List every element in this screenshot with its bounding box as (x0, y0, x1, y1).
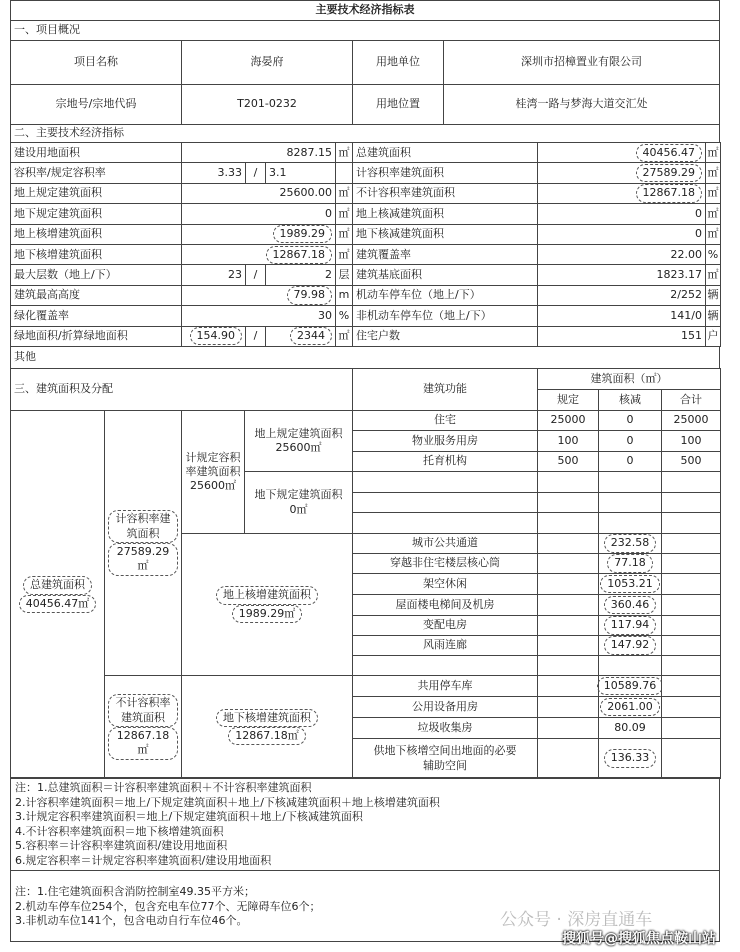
empty-cell (537, 655, 599, 676)
deducted-value-text: 10589.76 (597, 677, 664, 695)
indicator-value-a (181, 162, 246, 183)
function-name-text: 托育机构 (423, 454, 467, 468)
indicator-unit (705, 183, 721, 204)
land-location-label: 用地位置 (352, 84, 444, 125)
total-value (661, 492, 721, 513)
indicator-unit-text: % (338, 308, 350, 322)
indicator-label (10, 183, 182, 204)
function-name (352, 553, 538, 574)
regulated-far-cell-value: 25600㎡ (190, 479, 236, 493)
regulated-value (537, 451, 599, 472)
empty-cell (537, 696, 599, 718)
empty-cell (537, 553, 599, 574)
indicator-value-text: 2/252 (670, 288, 702, 302)
section-2-header: 二、主要技术经济指标 (10, 124, 720, 143)
total-area-cell (10, 410, 105, 779)
indicator-label (10, 285, 182, 306)
indicator-label-text: 建筑覆盖率 (356, 247, 411, 261)
indicator-label (352, 183, 538, 204)
function-name-text: 风雨连廊 (423, 638, 467, 652)
indicator-unit-text: ㎡ (707, 165, 719, 179)
indicator-value-b-text: 2344 (290, 327, 332, 345)
indicator-separator-text: / (253, 165, 258, 179)
total-value-text: 500 (680, 454, 702, 468)
indicator-unit-text: ㎡ (338, 227, 350, 241)
indicator-label (10, 326, 182, 347)
col-regulated-text: 规定 (557, 392, 579, 406)
function-name (352, 635, 538, 656)
area-header (537, 368, 721, 390)
function-header (352, 368, 538, 411)
indicator-value-a (181, 326, 246, 347)
regulated-value (537, 492, 599, 513)
indicator-value (537, 326, 706, 347)
above-increase-cell (181, 533, 353, 676)
indicator-unit (705, 305, 721, 326)
regulated-value-text: 25000 (550, 413, 586, 427)
indicator-label (352, 305, 538, 326)
note-line: 注：1.住宅建筑面积含消防控制室49.35平方米； (15, 885, 255, 898)
indicator-unit-text: 层 (338, 267, 350, 281)
watermark-wechat: 公众号 · 深房直通车 (500, 910, 653, 930)
function-name (352, 410, 538, 431)
function-name-text: 屋面楼电梯间及机房 (395, 597, 495, 611)
deducted-value-text: 0 (626, 433, 634, 447)
deducted-value (598, 451, 662, 472)
indicator-value (181, 285, 336, 306)
note-line: 2.计容积率建筑面积＝地上/下规定建筑面积＋地上/下核减建筑面积＋地上核增建筑面积 (15, 795, 440, 809)
indicator-unit-text: ㎡ (707, 186, 719, 200)
deducted-value (598, 594, 662, 616)
indicator-label (352, 162, 538, 183)
indicator-unit (705, 326, 721, 347)
deducted-value (598, 573, 662, 595)
indicator-unit-text: ㎡ (338, 186, 350, 200)
total-value (661, 512, 721, 534)
indicator-label (352, 224, 538, 245)
indicator-unit (335, 264, 353, 285)
function-name-text: 垃圾收集房 (417, 720, 473, 734)
indicator-unit-text: 辆 (707, 288, 719, 302)
indicator-value-text: 22.00 (670, 247, 702, 261)
indicator-label-text: 绿化覆盖率 (14, 308, 69, 322)
indicator-label-text: 建筑最高高度 (14, 288, 80, 302)
indicator-unit-text: 户 (707, 329, 719, 343)
indicator-label-text: 地上核减建筑面积 (356, 206, 444, 220)
indicator-value-text: 40456.47 (636, 144, 703, 162)
deducted-value (598, 410, 662, 431)
indicator-label-text: 地下核增建筑面积 (14, 247, 102, 261)
indicator-value (537, 264, 706, 285)
indicator-unit (335, 285, 353, 306)
indicator-label-text: 非机动车停车位（地上/下） (356, 308, 492, 322)
indicator-separator-text: / (253, 267, 258, 281)
function-name-text: 穿越非住宅楼层核心筒 (390, 556, 500, 570)
below-increase-cell-value: 12867.18㎡ (228, 727, 306, 745)
indicator-unit-text: ㎡ (338, 206, 350, 220)
col-total-text: 合计 (680, 392, 702, 406)
indicator-value (181, 203, 336, 224)
indicator-value-text: 0 (695, 227, 702, 241)
deducted-value (598, 675, 662, 697)
indicator-unit-text: ㎡ (707, 145, 719, 159)
indicator-value (537, 224, 706, 245)
indicator-value-b (265, 162, 336, 183)
indicator-value-b (265, 326, 336, 347)
deducted-value-text: 2061.00 (600, 698, 660, 716)
section-3-header (10, 368, 353, 411)
below-increase-cell (181, 675, 353, 779)
deducted-value (598, 430, 662, 452)
regulated-far-cell-label: 计规定容积率建筑面积 (185, 450, 241, 478)
indicator-label (10, 142, 182, 163)
deducted-value (598, 696, 662, 718)
total-value (661, 471, 721, 493)
indicator-value-text: 1823.17 (656, 267, 702, 281)
function-name (352, 451, 538, 472)
indicator-unit-text: ㎡ (707, 206, 719, 220)
empty-cell (661, 655, 721, 676)
deducted-value-text: 80.09 (614, 720, 646, 734)
indicator-unit-text: m (338, 288, 350, 302)
deducted-value (598, 471, 662, 493)
empty-cell (661, 675, 721, 697)
indicator-unit (335, 224, 353, 245)
empty-cell (661, 738, 721, 779)
function-name (352, 471, 538, 493)
deducted-value (598, 553, 662, 574)
note-line: 2.机动车停车位254个，包含充电车位77个、无障碍车位6个； (15, 899, 321, 913)
indicator-label-text: 建设用地面积 (14, 145, 80, 159)
indicator-unit (705, 142, 721, 163)
function-name-text: 物业服务用房 (412, 433, 478, 447)
regulated-value-text: 500 (557, 454, 579, 468)
indicator-unit (335, 203, 353, 224)
indicator-label-text: 建筑基底面积 (356, 267, 422, 281)
area-header-text: 建筑面积（㎡） (590, 371, 668, 385)
empty-cell (537, 573, 599, 595)
indicator-separator-text: / (253, 329, 258, 343)
total-value (661, 451, 721, 472)
function-name (352, 696, 538, 718)
below-regulated-cell-value: 0㎡ (289, 502, 308, 516)
project-name-label: 项目名称 (10, 40, 182, 85)
note-line: 3.非机动车位141个，包含电动自行车位46个。 (15, 914, 248, 928)
deducted-value-text: 77.18 (607, 554, 653, 572)
function-name (352, 655, 538, 676)
deducted-value (598, 655, 662, 676)
col-deducted-text: 核减 (619, 392, 641, 406)
table-title: 主要技术经济指标表 (10, 0, 720, 21)
indicator-label (10, 203, 182, 224)
empty-cell (537, 594, 599, 616)
function-name (352, 430, 538, 452)
function-name-text: 城市公共通道 (412, 536, 478, 550)
empty-cell (661, 594, 721, 616)
function-name-text: 共用停车库 (417, 678, 473, 692)
empty-cell (661, 573, 721, 595)
below-regulated-cell (244, 471, 353, 534)
note-line: 5.容积率＝计容积率建筑面积/建设用地面积 (15, 839, 228, 853)
deducted-value (598, 635, 662, 656)
indicator-value-a (181, 264, 246, 285)
indicator-value (537, 285, 706, 306)
deducted-value (598, 533, 662, 554)
above-increase-cell-label: 地上核增建筑面积 (216, 586, 318, 604)
deducted-value (598, 615, 662, 636)
regulated-value-text: 100 (557, 433, 579, 447)
indicator-value-text: 8287.15 (286, 145, 332, 159)
indicator-value-text: 1989.29 (273, 225, 333, 243)
indicator-value (537, 183, 706, 204)
indicator-separator (245, 162, 266, 183)
deducted-value-text: 0 (626, 413, 634, 427)
empty-cell (537, 738, 599, 779)
indicator-label (352, 142, 538, 163)
indicator-unit (705, 162, 721, 183)
function-name (352, 675, 538, 697)
indicator-label-text: 地下规定建筑面积 (14, 206, 102, 220)
empty-cell (661, 533, 721, 554)
regulated-value (537, 410, 599, 431)
indicator-value-text: 0 (325, 206, 332, 220)
indicator-label-text: 绿地面积/折算绿地面积 (14, 329, 128, 343)
indicator-unit-text: % (707, 247, 719, 261)
function-name (352, 615, 538, 636)
function-name (352, 492, 538, 513)
note-line: 6.规定容积率＝计规定容积率建筑面积/建设用地面积 (15, 853, 272, 867)
indicator-unit (335, 244, 353, 265)
empty-cell (537, 615, 599, 636)
indicator-value-text: 12867.18 (636, 184, 703, 202)
indicator-separator (245, 264, 266, 285)
indicator-value-text: 27589.29 (636, 164, 703, 182)
total-area-cell-label: 总建筑面积 (23, 576, 92, 594)
function-name (352, 738, 538, 779)
far-area-cell-label: 计容积率建筑面积 (108, 510, 178, 543)
land-unit-label: 用地单位 (352, 40, 444, 85)
deducted-value-text: 232.58 (604, 534, 657, 552)
project-name: 海晏府 (181, 40, 353, 85)
indicator-unit (335, 142, 353, 163)
indicator-value-text: 79.98 (287, 286, 333, 304)
deducted-value (598, 492, 662, 513)
indicator-unit-text: ㎡ (338, 247, 350, 261)
regulated-value (537, 512, 599, 534)
empty-cell (661, 696, 721, 718)
deducted-value-text: 117.94 (604, 616, 657, 634)
indicator-unit (705, 224, 721, 245)
watermark-sohu: 搜狐号@搜狐焦点鞍山站 (562, 931, 716, 947)
function-name-text: 架空休闲 (423, 576, 467, 590)
indicator-unit (335, 183, 353, 204)
indicator-value-text: 30 (318, 308, 332, 322)
indicator-label-text: 地下核减建筑面积 (356, 227, 444, 241)
col-deducted (598, 389, 662, 411)
indicator-label-text: 最大层数（地上/下） (14, 267, 117, 281)
indicator-label-text: 总建筑面积 (356, 145, 411, 159)
indicator-label (352, 244, 538, 265)
indicator-label (10, 264, 182, 285)
deducted-value-text: 1053.21 (600, 575, 660, 593)
non-far-area-cell (104, 675, 182, 779)
function-name (352, 573, 538, 595)
non-far-area-cell-label: 不计容积率建筑面积 (108, 694, 178, 727)
below-increase-cell-label: 地下核增建筑面积 (216, 709, 318, 727)
indicator-value-text: 141/0 (670, 308, 702, 322)
above-regulated-cell-label: 地上规定建筑面积 (254, 426, 343, 440)
deducted-value-text: 147.92 (604, 636, 657, 654)
empty-cell (537, 533, 599, 554)
col-regulated (537, 389, 599, 411)
note-line: 4.不计容积率建筑面积＝地下核增建筑面积 (15, 824, 224, 838)
indicator-value-b (265, 264, 336, 285)
indicator-unit-text: ㎡ (707, 227, 719, 241)
empty-cell (537, 635, 599, 656)
indicator-value-b-text: 2 (325, 267, 332, 281)
function-header-text: 建筑功能 (423, 382, 467, 396)
deducted-value-text: 136.33 (604, 749, 657, 767)
col-total (661, 389, 721, 411)
indicator-label (352, 326, 538, 347)
other-row: 其他 (10, 346, 720, 369)
empty-cell (661, 615, 721, 636)
indicator-label (10, 162, 182, 183)
below-regulated-cell-label: 地下规定建筑面积 (254, 488, 343, 502)
empty-cell (661, 635, 721, 656)
land-code: T201-0232 (181, 84, 353, 125)
indicator-value (181, 142, 336, 163)
total-value-text: 25000 (673, 413, 709, 427)
indicator-value (537, 142, 706, 163)
deducted-value (598, 717, 662, 739)
indicator-unit (705, 244, 721, 265)
far-area-cell-value: 27589.29㎡ (108, 543, 178, 576)
indicator-value-a-text: 154.90 (190, 327, 243, 345)
indicator-unit (705, 203, 721, 224)
indicator-separator (245, 326, 266, 347)
function-name (352, 594, 538, 616)
indicator-label (352, 285, 538, 306)
deducted-value (598, 512, 662, 534)
indicator-label (10, 224, 182, 245)
function-name (352, 717, 538, 739)
indicator-label-text: 不计容积率建筑面积 (356, 186, 455, 200)
above-regulated-cell-value: 25600㎡ (275, 441, 322, 454)
section-1-header: 一、项目概况 (10, 20, 720, 41)
empty-cell (661, 553, 721, 574)
land-location: 桂湾一路与梦海大道交汇处 (443, 84, 720, 125)
indicator-label-text: 地上规定建筑面积 (14, 186, 102, 200)
land-unit: 深圳市招樟置业有限公司 (443, 40, 720, 85)
indicator-label (352, 203, 538, 224)
indicator-label (10, 305, 182, 326)
indicator-unit-text: ㎡ (338, 329, 350, 343)
notes-formulas (10, 777, 720, 871)
indicator-value (537, 203, 706, 224)
empty-cell (537, 675, 599, 697)
indicator-label-text: 机动车停车位（地上/下） (356, 288, 481, 302)
indicator-value (181, 224, 336, 245)
indicator-unit (705, 264, 721, 285)
indicator-label (352, 264, 538, 285)
function-name (352, 533, 538, 554)
section-3-header-text: 三、建筑面积及分配 (14, 382, 113, 396)
note-line: 3.计规定容积率建筑面积＝地上/下规定建筑面积＋地上/下核减建筑面积 (15, 810, 363, 824)
indicator-value-text: 25600.00 (279, 186, 332, 200)
indicator-value-text: 0 (695, 206, 702, 220)
deducted-value-text: 360.46 (604, 596, 657, 614)
indicator-label-text: 地上核增建筑面积 (14, 227, 102, 241)
indicator-value-text: 151 (681, 329, 702, 343)
indicator-value (181, 183, 336, 204)
indicator-value-a-text: 23 (228, 267, 242, 281)
indicator-unit (705, 285, 721, 306)
indicator-value (181, 244, 336, 265)
indicator-label (10, 244, 182, 265)
indicator-unit-text: ㎡ (707, 267, 719, 281)
indicator-label-text: 容积率/规定容积率 (14, 165, 106, 179)
indicator-unit (335, 326, 353, 347)
indicator-value-a-text: 3.33 (217, 165, 242, 179)
deducted-value-text: 0 (626, 454, 634, 468)
indicator-value (537, 244, 706, 265)
regulated-value (537, 471, 599, 493)
indicator-unit (335, 162, 353, 183)
far-area-cell (104, 410, 182, 676)
regulated-far-cell (181, 410, 245, 534)
total-value (661, 430, 721, 452)
non-far-area-cell-value: 12867.18㎡ (108, 727, 178, 760)
function-name (352, 512, 538, 534)
empty-cell (661, 717, 721, 739)
indicator-unit (335, 305, 353, 326)
function-name-text: 变配电房 (423, 618, 467, 632)
indicator-unit-text: 辆 (707, 308, 719, 322)
indicator-unit-text: ㎡ (338, 145, 350, 159)
indicator-value (181, 305, 336, 326)
total-value-text: 100 (680, 433, 702, 447)
indicator-value (537, 162, 706, 183)
function-name-text: 住宅 (434, 413, 456, 427)
indicator-label-text: 计容积率建筑面积 (356, 165, 444, 179)
total-area-cell-value: 40456.47㎡ (19, 595, 97, 613)
note-line: 注：1.总建筑面积＝计容积率建筑面积＋不计容积率建筑面积 (15, 781, 312, 794)
deducted-value (598, 738, 662, 779)
empty-cell (537, 717, 599, 739)
above-increase-cell-value: 1989.29㎡ (232, 605, 303, 623)
regulated-value (537, 430, 599, 452)
function-name-text: 公用设备用房 (412, 699, 478, 713)
land-code-label: 宗地号/宗地代码 (10, 84, 182, 125)
total-value (661, 410, 721, 431)
indicator-value (537, 305, 706, 326)
indicator-label-text: 住宅户数 (356, 329, 400, 343)
above-regulated-cell (244, 410, 353, 472)
indicator-value-text: 12867.18 (266, 246, 333, 264)
function-name-text: 供地下核增空间出地面的必要辅助空间 (373, 744, 517, 772)
indicator-value-b-text: 3.1 (269, 165, 287, 179)
